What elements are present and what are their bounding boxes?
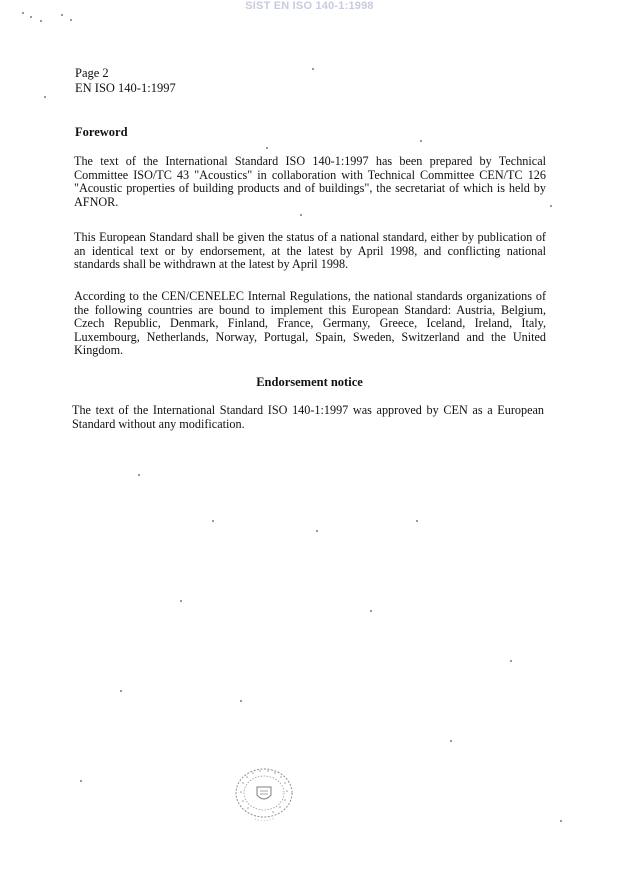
endorsement-heading: Endorsement notice bbox=[256, 375, 363, 389]
foreword-paragraph-1: The text of the International Standard ISO 140-1:1997 has been prepared by Technical Committee ISO/TC 43 "Acoustics" in collaboration with Technical Committee CEN/TC 126 "Acoustic properties of building products and of buildings", the secretariat of which is held by AFNOR. bbox=[74, 154, 546, 209]
watermark: SIST EN ISO 140-1:1998 bbox=[245, 0, 374, 12]
endorsement-text: The text of the International Standard ISO 140-1:1997 was approved by CEN as a European Standard without any modification. bbox=[72, 403, 544, 431]
foreword-paragraph-3: According to the CEN/CENELEC Internal Regulations, the national standards organizations of the following countries are bound to implement this European Standard: Austria, Belgium, Czech Republic, Denmark, Finland, France, Germany, Greece, Iceland, Ireland, Italy, Luxembourg, Netherlands, Norway, Portugal, Spain, Sweden, Switzerland and the United Kingdom. bbox=[74, 289, 546, 357]
page-number: Page 2 bbox=[75, 66, 109, 80]
standard-id: EN ISO 140-1:1997 bbox=[75, 81, 176, 95]
foreword-paragraph-2: This European Standard shall be given the status of a national standard, either by publication of an identical text or by endorsement, at the latest by April 1998, and conflicting national standards shall be withdrawn at the latest by April 1998. bbox=[74, 230, 546, 271]
seal-stamp-icon bbox=[229, 765, 299, 825]
foreword-heading: Foreword bbox=[75, 125, 128, 139]
page-header bbox=[75, 66, 176, 96]
